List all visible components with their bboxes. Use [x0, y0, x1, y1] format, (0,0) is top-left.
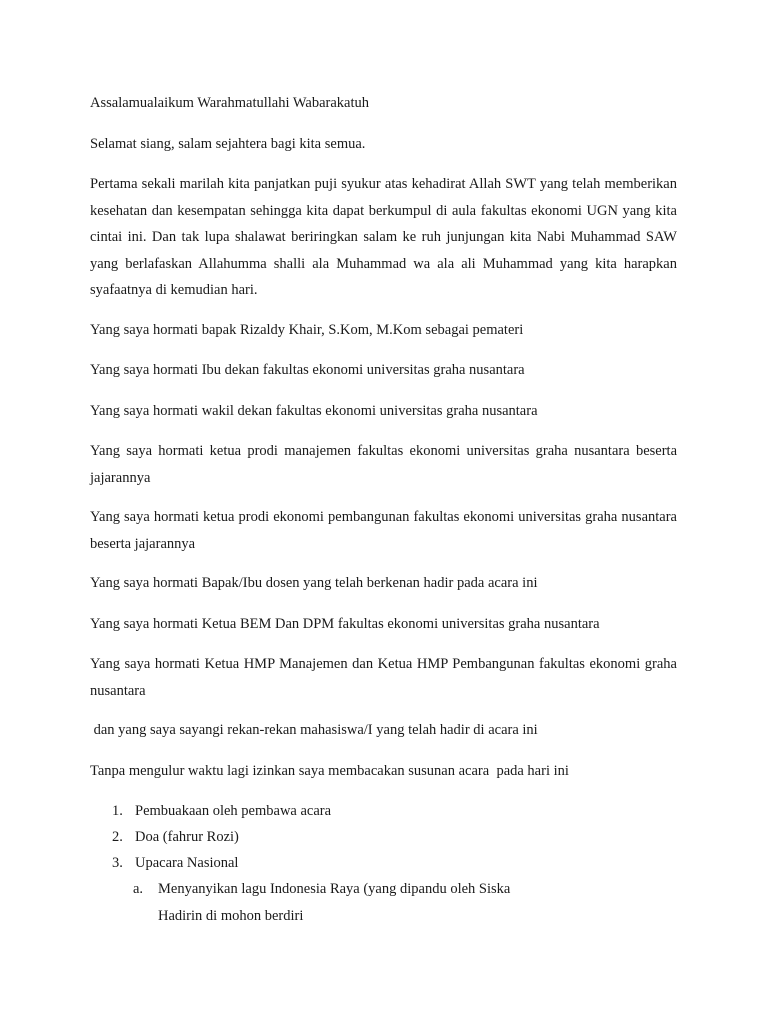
respect-line: Yang saya hormati Ketua BEM Dan DPM fakultas ekonomi universitas graha nusantara	[90, 615, 600, 632]
salutation: Selamat siang, salam sejahtera bagi kita semua.	[90, 135, 366, 152]
list-item	[90, 876, 677, 929]
greeting: Assalamualaikum Warahmatullahi Wabarakatuh	[90, 95, 369, 111]
respect-line: Yang saya hormati ketua prodi ekonomi pembangunan fakultas ekonomi universitas graha nusantara beserta jajarannya	[90, 509, 677, 552]
list-number: 1.	[112, 803, 123, 819]
document-page	[90, 90, 677, 929]
opening-paragraph: Pertama sekali marilah kita panjatkan puji syukur atas kehadirat Allah SWT yang telah memberikan kesehatan dan kesempatan sehingga kita dapat berkumpul di aula fakultas ekonomi UGN yang kita cintai ini. Dan tak lupa shalawat beriringkan salam ke ruh junjungan kita Nabi Muhammad SAW yang berlafaskan Allahumma shalli ala Muhammad wa ala ali Muhammad yang kita harapkan syafaatnya di kemudian hari.	[90, 176, 677, 298]
list-text: Doa (fahrur Rozi)	[135, 829, 239, 845]
agenda-list	[90, 798, 677, 876]
students-line: dan yang saya sayangi rekan-rekan mahasiswa/I yang telah hadir di acara ini	[90, 722, 538, 738]
list-number: 2.	[112, 829, 123, 845]
list-item	[90, 850, 677, 876]
list-continuation: Hadirin di mohon berdiri	[158, 907, 304, 924]
list-item	[90, 798, 677, 824]
respect-line: Yang saya hormati wakil dekan fakultas ekonomi universitas graha nusantara	[90, 402, 538, 419]
respect-line: Yang saya hormati ketua prodi manajemen fakultas ekonomi universitas graha nusantara beserta jajarannya	[90, 443, 677, 486]
sub-agenda-list	[90, 876, 677, 929]
respect-line: Yang saya hormati bapak Rizaldy Khair, S.Kom, M.Kom sebagai pemateri	[90, 321, 524, 338]
list-letter: a.	[133, 881, 144, 897]
list-text: Pembuakaan oleh pembawa acara	[135, 803, 332, 819]
list-text: Menyanyikan lagu Indonesia Raya (yang dipandu oleh Siska	[158, 881, 511, 897]
list-number: 3.	[112, 855, 123, 871]
list-item	[90, 824, 677, 850]
respect-line: Yang saya hormati Bapak/Ibu dosen yang telah berkenan hadir pada acara ini	[90, 575, 538, 591]
respect-line: Yang saya hormati Ibu dekan fakultas ekonomi universitas graha nusantara	[90, 362, 525, 378]
agenda-intro: Tanpa mengulur waktu lagi izinkan saya membacakan susunan acara pada hari ini	[90, 762, 569, 779]
respect-line: Yang saya hormati Ketua HMP Manajemen dan Ketua HMP Pembangunan fakultas ekonomi graha nusantara	[90, 656, 677, 699]
list-text: Upacara Nasional	[135, 855, 239, 871]
